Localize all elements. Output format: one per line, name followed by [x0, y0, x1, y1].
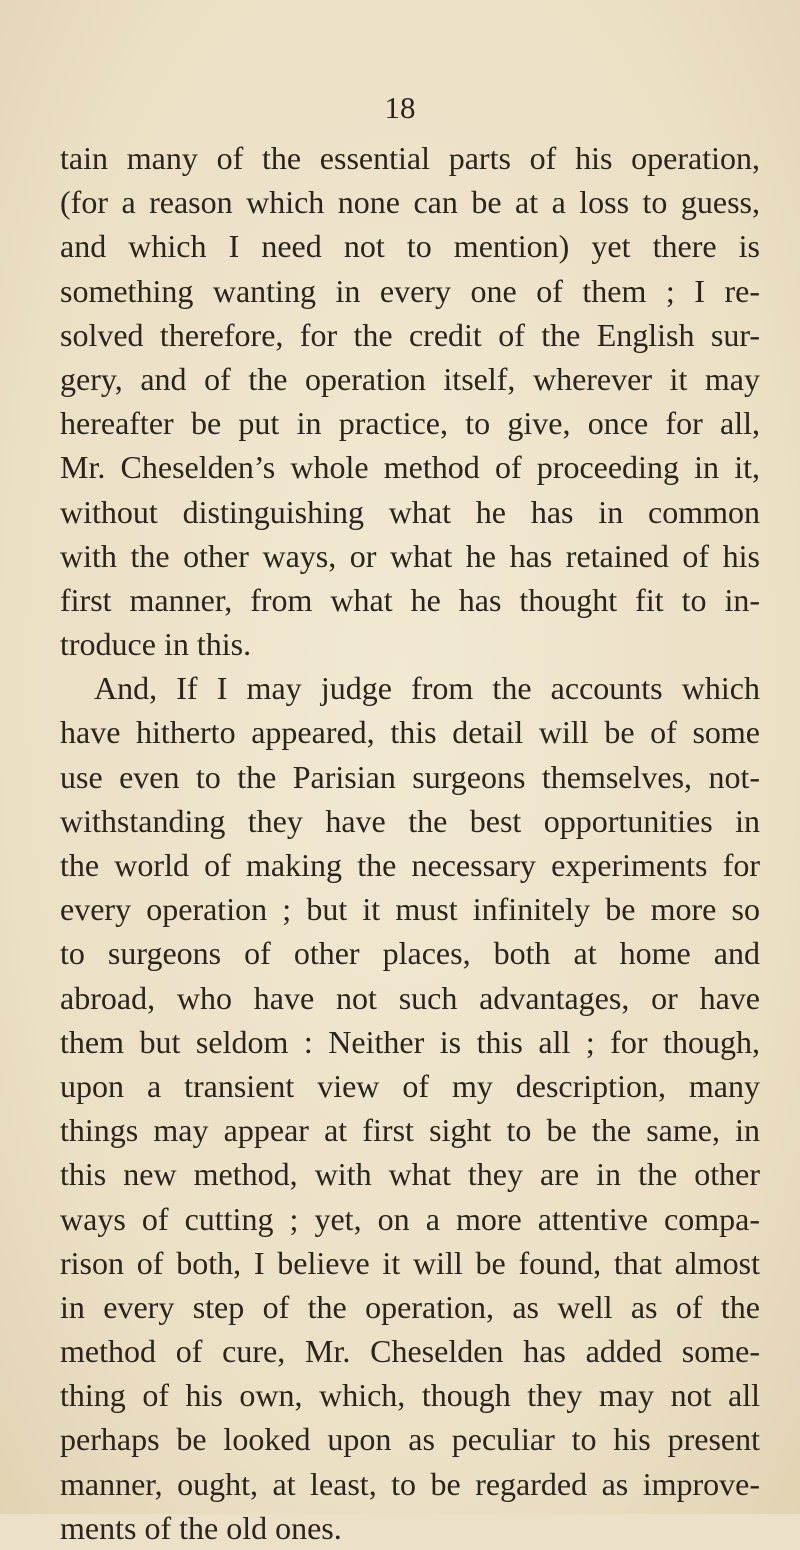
text-line: upon a transient view of my description, many	[60, 1067, 760, 1104]
text-line: thing of his own, which, though they may not all	[60, 1377, 760, 1414]
text-line: rison of both, I believe it will be found, that almost	[60, 1244, 760, 1281]
text-line: the world of making the necessary experiments for	[60, 847, 760, 883]
text-line: tain many of the essential parts of his operation,	[60, 140, 760, 176]
text-line: without distinguishing what he has in common	[60, 493, 760, 530]
text-line: abroad, who have not such advantages, or have	[60, 979, 760, 1016]
page-number: 18	[384, 90, 416, 125]
text-line: something wanting in every one of them ; I re-	[60, 272, 760, 309]
text-line: first manner, from what he has thought fit to in-	[60, 581, 760, 618]
text-line: solved therefore, for the credit of the English sur-	[60, 316, 760, 353]
text-line: gery, and of the operation itself, wherever it may	[60, 360, 760, 397]
text-line: troduce in this.	[60, 626, 252, 663]
text-line: withstanding they have the best opportunities in	[60, 802, 760, 839]
text-line: this new method, with what they are in the other	[60, 1156, 760, 1193]
text-line: use even to the Parisian surgeons themselves, not-	[60, 758, 760, 795]
text-line: in every step of the operation, as well as of the	[60, 1288, 760, 1325]
text-line: with the other ways, or what he has retained of his	[60, 537, 760, 574]
text-line: ments of the old ones.	[60, 1509, 342, 1546]
text-line: them but seldom : Neither is this all ; for though,	[60, 1023, 760, 1060]
text-line: perhaps be looked upon as peculiar to his present	[60, 1421, 760, 1458]
text-line: have hitherto appeared, this detail will be of some	[60, 714, 760, 751]
text-line: hereafter be put in practice, to give, once for all,	[60, 405, 760, 442]
body-text	[60, 136, 760, 1550]
text-line: Mr. Cheselden’s whole method of proceeding in it,	[60, 449, 760, 486]
text-line: ways of cutting ; yet, on a more attentive compa-	[60, 1200, 760, 1237]
text-line: method of cure, Mr. Cheselden has added some-	[60, 1333, 760, 1370]
text-line: manner, ought, at least, to be regarded as improve-	[60, 1465, 760, 1502]
text-line: to surgeons of other places, both at home and	[60, 935, 760, 972]
paragraph-start-line: And, If I may judge from the accounts which	[94, 670, 760, 707]
text-line: (for a reason which none can be at a loss to guess,	[60, 184, 760, 221]
text-line: things may appear at first sight to be the same, in	[60, 1112, 760, 1149]
text-line: and which I need not to mention) yet there is	[60, 228, 760, 265]
text-line: every operation ; but it must infinitely be more so	[60, 891, 760, 928]
